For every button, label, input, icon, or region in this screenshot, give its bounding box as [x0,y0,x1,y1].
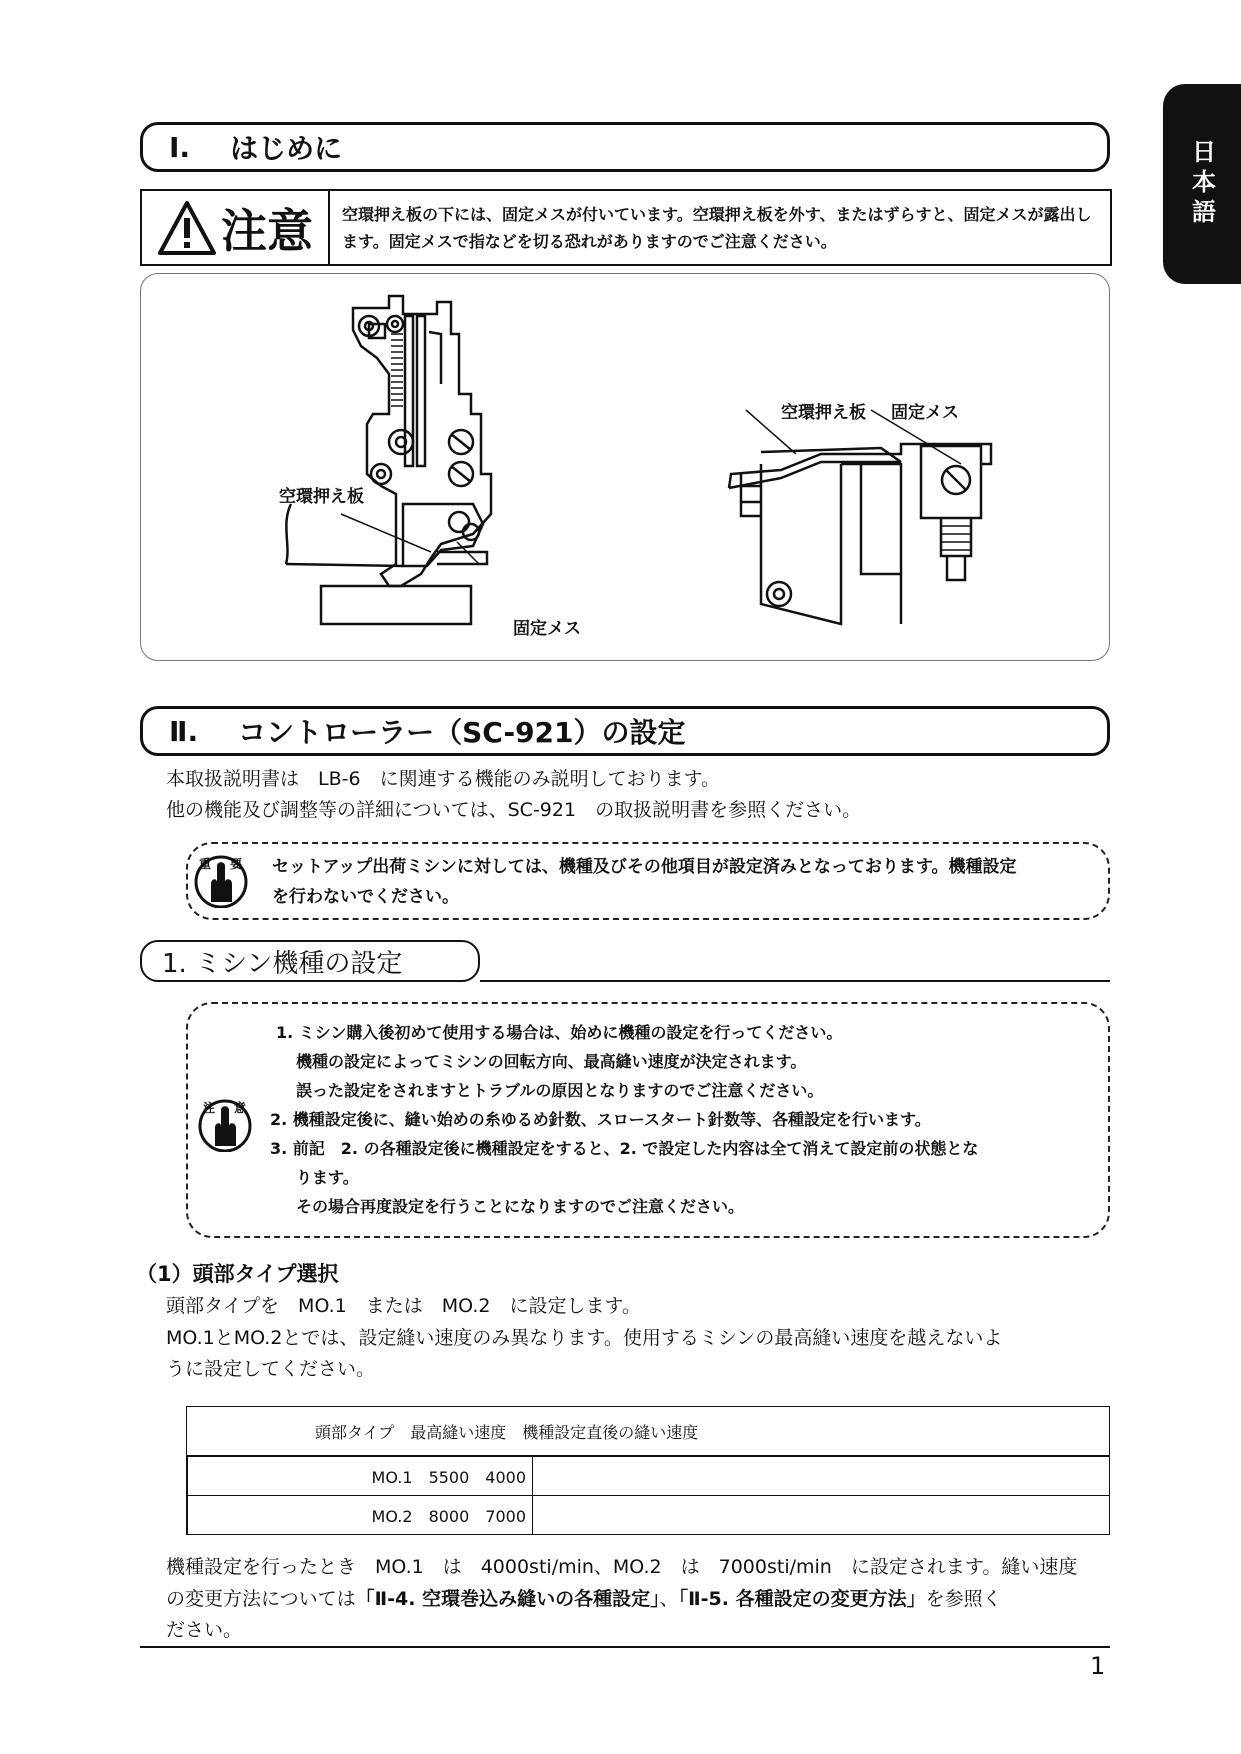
table-header-cell: 頭部タイプ 最高縫い速度 機種設定直後の縫い速度 [187,1407,1110,1457]
page-number: 1 [1090,1652,1106,1680]
subsection-heading-machine-type [140,940,480,982]
caution-label-cell [142,191,330,264]
figure-label-knife-left: 固定メス [513,619,581,639]
table-cell: MO.1 5500 4000 [188,1456,533,1496]
note-line-6: ります。 [296,1168,359,1187]
svg-text:注: 注 [203,1101,216,1115]
section-number: Ⅱ. [169,714,199,748]
figure-panel [140,273,1110,661]
note-line-7: その場合再度設定を行うことになりますのでご注意ください。 [296,1197,745,1216]
intro-line-1: 本取扱説明書は LB-6 に関連する機能のみ説明しております。 [166,768,721,790]
note-line-4: 2. 機種設定後に、縫い始めの糸ゆるめ針数、スロースタート針数等、各種設定を行います。 [270,1110,931,1129]
head-type-line-1: 頭部タイプを MO.1 または MO.2 に設定します。 [166,1295,641,1317]
section-title: コントローラー（SC-921）の設定 [238,716,686,749]
table-row [187,1456,1110,1496]
head-type-title: （1）頭部タイプ選択 [136,1262,339,1286]
speed-spec-table [186,1406,1110,1535]
svg-text:意: 意 [234,1101,247,1115]
head-type-line-2: MO.1とMO.2とでは、設定縫い速度のみ異なります。使用するミシンの最高縫い速度を越えないよ [166,1327,1003,1349]
note-line-2: 機種の設定によってミシンの回転方向、最高縫い速度が決定されます。 [296,1052,807,1071]
language-tab-label: 日本語 [1187,139,1216,229]
caution-hand-icon [198,1096,252,1152]
subsection-title: 1. ミシン機種の設定 [162,948,403,979]
important-notice-box [186,842,1110,920]
footer-line-2 [166,1584,1002,1614]
footer-suffix: を参照く [925,1588,1002,1610]
figure-label-plate-left: 空環押え板 [279,487,364,507]
footer-line-1: 機種設定を行ったとき MO.1 は 4000sti/min、MO.2 は 7000sti/min に設定されます。縫い速度 [166,1556,1078,1578]
intro-line-2: 他の機能及び調整等の詳細については、SC-921 の取扱説明書を参照ください。 [166,799,862,821]
reference-link-section-2-4[interactable]: 「Ⅱ-4. 空環巻込み縫いの各種設定」 [355,1588,660,1610]
head-type-line-3: うに設定してください。 [166,1358,376,1380]
language-tab [1163,84,1241,284]
warning-triangle-icon [157,200,217,256]
mechanism-illustration [141,274,1111,662]
table-cell: MO.2 8000 7000 [188,1496,533,1535]
footer-rule [140,1646,1110,1648]
caution-notes-box [186,1002,1110,1238]
caution-text: 空環押え板の下には、固定メスが付いています。空環押え板を外す、またはずらすと、固定メスが露出します。固定メスで指などを切る恐れがありますのでご注意ください。 [342,205,1092,251]
section-heading-controller [140,706,1110,756]
note-line-1: 1. ミシン購入後初めて使用する場合は、始めに機種の設定を行ってください。 [276,1023,843,1042]
caution-label: 注意 [221,203,313,258]
subsection-underline [480,980,1110,982]
section-heading-intro [140,122,1110,172]
footer-prefix: の変更方法については [166,1588,356,1610]
caution-box [140,189,1112,266]
table-row [187,1496,1110,1535]
note-line-5: 3. 前記 2. の各種設定後に機種設定をすると、2. で設定した内容は全て消えて設定前の状態とな [270,1139,979,1158]
svg-text:要: 要 [230,857,243,871]
important-hand-icon [194,852,248,908]
figure-label-plate-right: 空環押え板 [781,403,866,423]
important-line-1: セットアップ出荷ミシンに対しては、機種及びその他項目が設定済みとなっております。機種設定 [272,857,1017,877]
section-title: はじめに [230,132,343,165]
figure-label-knife-right: 固定メス [891,403,959,423]
footer-line-3: ださい。 [166,1619,243,1641]
reference-link-section-2-5[interactable]: 「Ⅱ-5. 各種設定の変更方法」 [678,1588,926,1610]
table-header-row [187,1407,1110,1457]
important-line-2: を行わないでください。 [272,887,459,907]
note-line-3: 誤った設定をされますとトラブルの原因となりますのでご注意ください。 [296,1081,824,1100]
svg-text:重: 重 [199,857,212,871]
footer-separator: 、 [659,1588,679,1610]
section-number: Ⅰ. [169,130,191,164]
